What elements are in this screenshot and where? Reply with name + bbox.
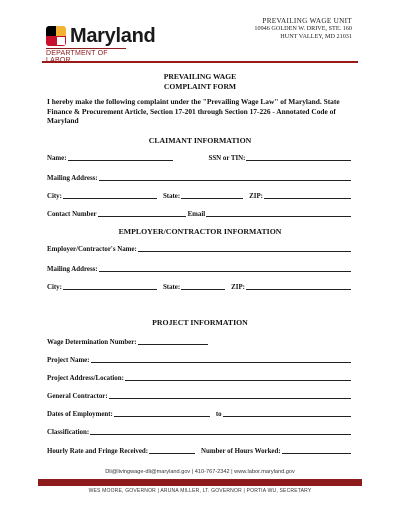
employer-heading: EMPLOYER/CONTRACTOR INFORMATION <box>118 227 282 236</box>
claimant-name-label: Name: <box>47 155 67 162</box>
classification-row <box>47 427 353 436</box>
unit-address-block <box>254 17 352 41</box>
employer-name-field[interactable] <box>138 244 351 252</box>
address-line-2: HUNT VALLEY, MD 21031 <box>280 33 352 40</box>
employment-dates-label: Dates of Employment: <box>47 411 113 418</box>
form-title-line-1: PREVAILING WAGE <box>163 72 237 81</box>
claimant-mailing-label: Mailing Address: <box>47 175 98 182</box>
claimant-heading: CLAIMANT INFORMATION <box>148 136 252 145</box>
project-name-label: Project Name: <box>47 357 90 364</box>
footer-bar <box>38 479 362 486</box>
footer-contact: Dli@livingwage-dli@maryland.gov | 410-767-2342 | www.labor.maryland.gov <box>105 469 295 475</box>
employer-city-field[interactable] <box>63 282 157 290</box>
employer-mailing-row <box>47 264 353 273</box>
hourly-rate-field[interactable] <box>149 446 195 454</box>
employer-name-row <box>47 244 353 253</box>
claimant-mailing-row <box>47 173 353 182</box>
claimant-state-field[interactable] <box>181 191 243 199</box>
employment-dates-row <box>47 409 353 418</box>
project-address-row <box>47 373 353 382</box>
general-contractor-row <box>47 391 353 400</box>
employer-name-label: Employer/Contractor's Name: <box>47 246 137 253</box>
employer-state-label: State: <box>162 284 181 291</box>
claimant-city-field[interactable] <box>63 191 157 199</box>
hours-worked-field[interactable] <box>282 446 351 454</box>
form-title <box>0 72 400 92</box>
employer-zip-field[interactable] <box>246 282 351 290</box>
hours-worked-label: Number of Hours Worked: <box>201 448 281 455</box>
project-name-field[interactable] <box>91 355 351 363</box>
email-field[interactable] <box>206 209 351 217</box>
claimant-name-row <box>47 153 353 162</box>
hourly-rate-label: Hourly Rate and Fringe Received: <box>47 448 149 455</box>
email-label: Email <box>187 211 206 218</box>
claimant-zip-label: ZIP: <box>249 193 263 200</box>
contact-number-label: Contact Number <box>47 211 97 218</box>
department-name: DEPARTMENT OF <box>46 48 126 64</box>
claimant-mailing-field[interactable] <box>99 173 351 181</box>
employer-mailing-field[interactable] <box>99 264 351 272</box>
unit-title: PREVAILING WAGE UNIT <box>262 17 352 25</box>
employer-zip-label: ZIP: <box>231 284 245 291</box>
project-address-label: Project Address/Location: <box>47 375 124 382</box>
employment-to-label: to <box>215 411 222 418</box>
employer-mailing-label: Mailing Address: <box>47 266 98 273</box>
rate-hours-row <box>47 446 353 455</box>
claimant-city-row <box>47 191 353 200</box>
wage-determination-label: Wage Determination Number: <box>47 339 137 346</box>
claimant-city-label: City: <box>47 193 62 200</box>
wage-determination-row <box>47 337 353 346</box>
claimant-zip-field[interactable] <box>264 191 351 199</box>
address-line-1: 10946 GOLDEN W. DRIVE, STE. 160 <box>254 25 352 32</box>
employer-state-field[interactable] <box>181 282 225 290</box>
general-contractor-label: General Contractor: <box>47 393 108 400</box>
project-address-field[interactable] <box>125 373 351 381</box>
claimant-state-label: State: <box>162 193 181 200</box>
classification-field[interactable] <box>90 427 351 435</box>
maryland-flag-icon <box>46 26 66 46</box>
project-heading: PROJECT INFORMATION <box>152 318 248 327</box>
contact-number-field[interactable] <box>98 209 186 217</box>
project-name-row <box>47 355 353 364</box>
employer-city-row <box>47 282 353 291</box>
header-divider <box>42 61 358 63</box>
claimant-name-field[interactable] <box>68 153 173 161</box>
employment-end-field[interactable] <box>223 409 351 417</box>
ssn-label: SSN or TIN: <box>208 155 246 162</box>
general-contractor-field[interactable] <box>109 391 351 399</box>
wage-determination-field[interactable] <box>138 337 208 345</box>
classification-label: Classification: <box>47 429 90 436</box>
brand-name: Maryland <box>70 25 156 47</box>
employment-start-field[interactable] <box>114 409 210 417</box>
claimant-contact-row <box>47 209 353 218</box>
intro-text: I hereby make the following complaint under the "Prevailing Wage Law" of Maryland. State Finance & Procurement Article, Section 17-201 through Section 17-226 - Annotated Code of Maryland <box>47 97 340 126</box>
maryland-logo <box>46 26 155 46</box>
employer-city-label: City: <box>47 284 62 291</box>
footer-officials: WES MOORE, GOVERNOR | ARUNA MILLER, LT. GOVERNOR | PORTIA WU, SECRETARY <box>88 488 312 494</box>
ssn-field[interactable] <box>246 153 351 161</box>
form-title-line-2: COMPLAINT FORM <box>163 82 237 91</box>
